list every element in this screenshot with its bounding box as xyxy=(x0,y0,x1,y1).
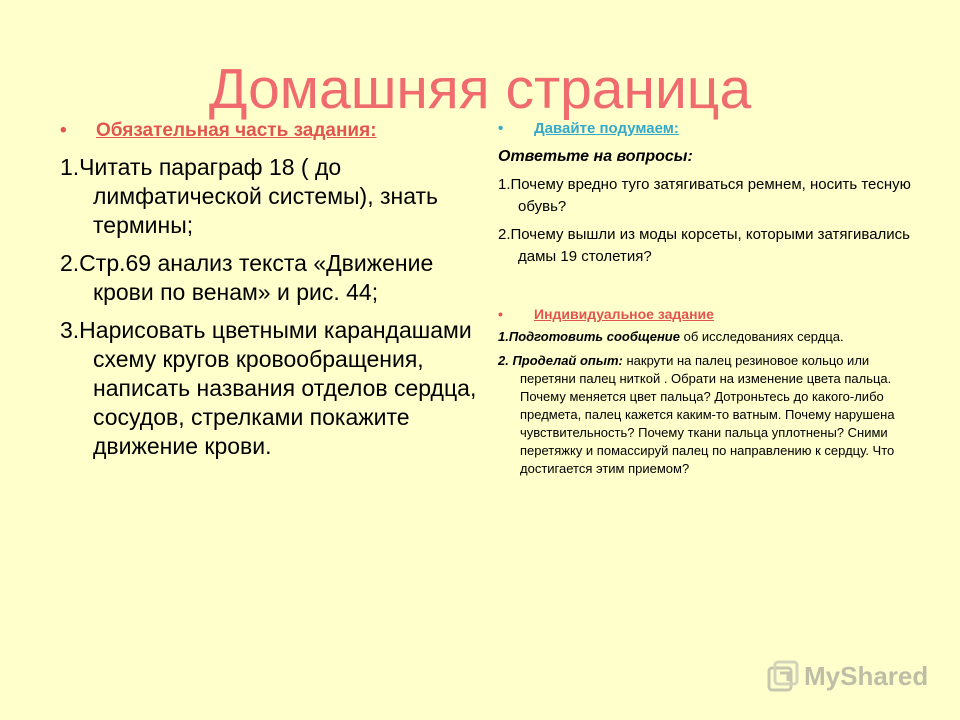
left-item-3: 3.Нарисовать цветными карандашами схему кругов кровообращения, написать названия отделов сердца, сосудов, стрелками покажите движение крови. xyxy=(60,317,477,459)
left-column xyxy=(60,118,480,461)
individual-task-2 xyxy=(498,352,918,478)
task-2-lead: 2. Проделай опыт: xyxy=(498,353,623,368)
individual-task-1 xyxy=(498,328,918,346)
question-1: 1.Почему вредно туго затягиваться ремнем, носить тесную обувь? xyxy=(498,176,911,215)
task-2-text: накрути на палец резиновое кольцо или перетяни палец ниткой . Обрати на изменение цвета пальца. Почему меняется цвет пальца? Дотроньтесь до какого-либо предмета, палец кажется каким-то ватным. Почему нарушена чувствительность? Почему ткани пальца уплотнены? Сними перетяжку и помассируй палец по направлению к сердцу. Что достигается этим приемом? xyxy=(520,353,895,476)
left-heading xyxy=(60,118,480,144)
watermark-text: MyShared xyxy=(804,660,929,691)
bullet-icon: • xyxy=(60,120,67,141)
left-item-2: 2.Стр.69 анализ текста «Движение крови по венам» и рис. 44; xyxy=(60,250,434,305)
task-1-text: об исследованиях сердца. xyxy=(679,329,844,344)
right-heading-individual-text: Индивидуальное задание xyxy=(534,306,714,322)
bullet-icon: • xyxy=(498,306,503,322)
bullet-icon: • xyxy=(498,120,504,137)
right-column xyxy=(498,118,918,478)
left-item-1: 1.Читать параграф 18 ( до лимфатической системы), знать термины; xyxy=(60,154,439,238)
left-heading-text: Обязательная часть задания: xyxy=(96,120,377,141)
watermark xyxy=(766,656,936,696)
myshared-logo-icon xyxy=(766,659,800,693)
question-2: 2.Почему вышли из моды корсеты, которыми затягивались дамы 19 столетия? xyxy=(498,226,910,265)
right-heading-think xyxy=(498,118,918,140)
page-title: Домашняя страница xyxy=(208,57,752,121)
right-heading-think-text: Давайте подумаем: xyxy=(534,120,679,137)
task-1-lead: 1.Подготовить сообщение xyxy=(498,329,680,344)
right-heading-individual xyxy=(498,304,918,324)
questions-label: Ответьте на вопросы: xyxy=(498,148,693,165)
